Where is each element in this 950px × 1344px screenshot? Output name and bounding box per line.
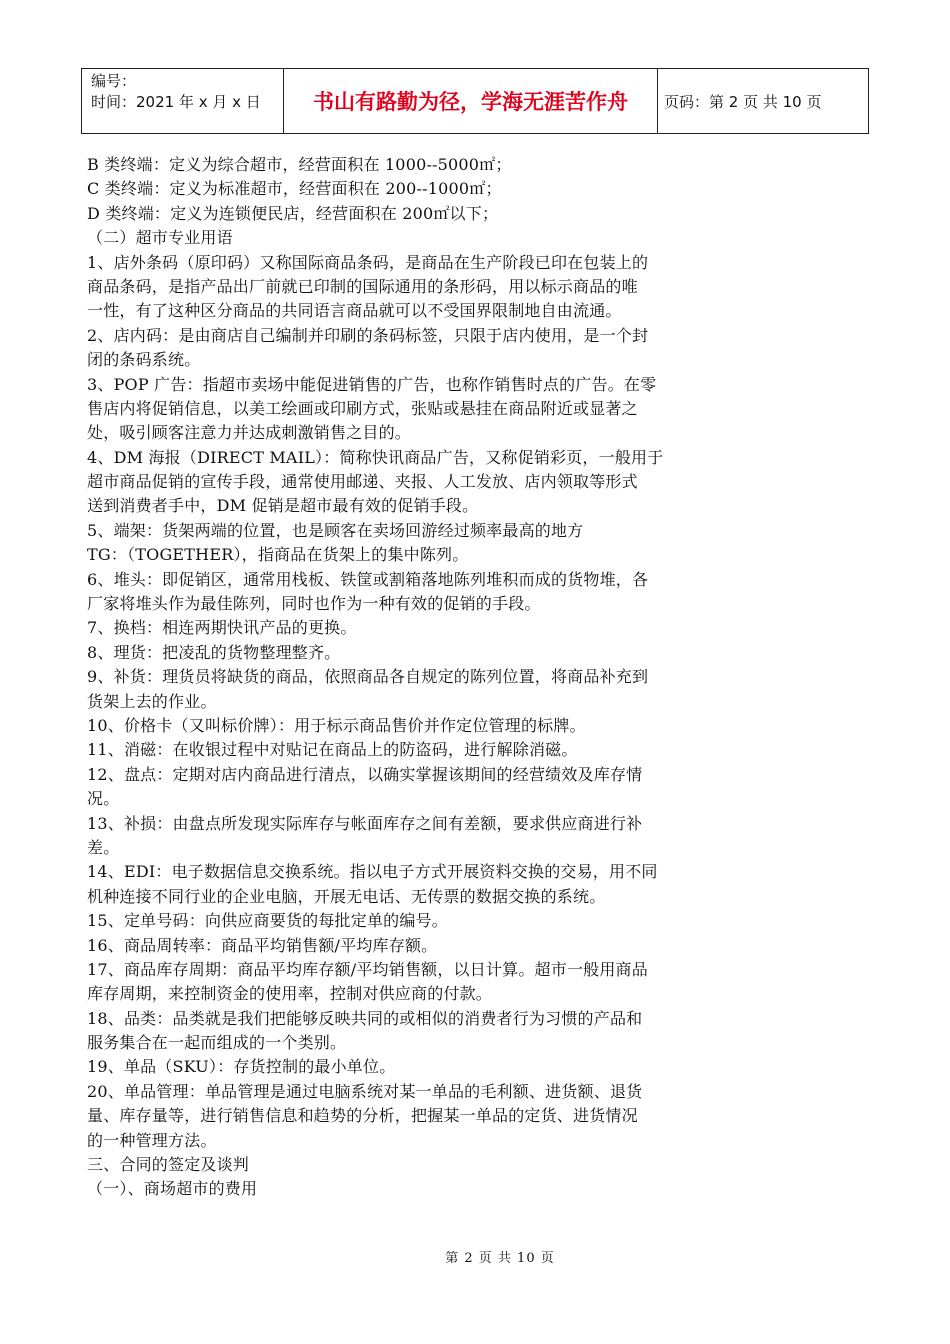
body-text-line: 服务集合在一起而组成的一个类别。: [87, 1033, 347, 1053]
body-text-line: （一）、商场超市的费用: [87, 1179, 258, 1199]
body-text-line: 11、消磁：在收银过程中对贴记在商品上的防盗码，进行解除消磁。: [87, 740, 578, 760]
header-info-cell: [82, 69, 284, 133]
body-text-line: 货架上去的作业。: [87, 691, 217, 711]
body-text-line: 19、单品（SKU）：存货控制的最小单位。: [87, 1057, 396, 1077]
header-table: [81, 68, 869, 134]
body-text-line: 商品条码，是指产品出厂前就已印制的国际通用的条形码，用以标示商品的唯: [87, 276, 638, 296]
body-text-line: C 类终端：定义为标准超市，经营面积在 200--1000㎡；: [87, 179, 502, 199]
body-text-line: 量、库存量等，进行销售信息和趋势的分析，把握某一单品的定货、进货情况: [87, 1106, 638, 1126]
body-text-line: 15、定单号码：向供应商要货的每批定单的编号。: [87, 911, 448, 931]
header-motto: 书山有路勤为径，学海无涯苦作舟: [284, 69, 658, 133]
body-text-line: 超市商品促销的宣传手段，通常使用邮递、夹报、人工发放、店内领取等形式: [87, 472, 638, 492]
body-text-line: 差。: [87, 837, 120, 857]
body-text-line: 7、换档：相连两期快讯产品的更换。: [87, 618, 357, 638]
body-text-line: 厂家将堆头作为最佳陈列，同时也作为一种有效的促销的手段。: [87, 594, 541, 614]
body-text-line: 三、合同的签定及谈判: [87, 1155, 250, 1175]
body-text-line: 12、盘点：定期对店内商品进行清点，以确实掌握该期间的经营绩效及库存情: [87, 764, 643, 784]
body-text-line: 18、品类：品类就是我们把能够反映共同的或相似的消费者行为习惯的产品和: [87, 1008, 643, 1028]
body-text-line: 售店内将促销信息，以美工绘画或印刷方式，张贴或悬挂在商品附近或显著之: [87, 398, 638, 418]
body-text-line: 20、单品管理：单品管理是通过电脑系统对某一单品的毛利额、进货额、退货: [87, 1081, 643, 1101]
document-number-label: 编号：: [91, 72, 137, 90]
body-text-line: D 类终端：定义为连锁便民店，经营面积在 200㎡以下；: [87, 203, 499, 223]
body-text-line: 况。: [87, 789, 120, 809]
body-text-line: 2、店内码：是由商店自己编制并印刷的条码标签，只限于店内使用，是一个封: [87, 325, 649, 345]
body-text-line: 16、商品周转率：商品平均销售额/平均库存额。: [87, 935, 438, 955]
body-text-line: 一性，有了这种区分商品的共同语言商品就可以不受国界限制地自由流通。: [87, 301, 622, 321]
body-text-line: 9、补货：理货员将缺货的商品，依照商品各自规定的陈列位置，将商品补充到: [87, 667, 649, 687]
body-text-line: 8、理货：把凌乱的货物整理整齐。: [87, 642, 341, 662]
body-text-line: 14、EDI：电子数据信息交换系统。指以电子方式开展资料交换的交易，用不同: [87, 862, 658, 882]
body-text-line: TG：（TOGETHER），指商品在货架上的集中陈列。: [87, 545, 469, 565]
body-text-line: （二）超市专业用语: [87, 228, 233, 248]
body-text-line: 17、商品库存周期：商品平均库存额/平均销售额，以日计算。超市一般用商品: [87, 959, 648, 979]
body-text-line: 10、价格卡（又叫标价牌）：用于标示商品售价并作定位管理的标牌。: [87, 715, 586, 735]
page-footer: 第 2 页 共 10 页: [445, 1251, 555, 1266]
body-text-line: B 类终端：定义为综合超市，经营面积在 1000--5000㎡；: [87, 155, 512, 174]
document-body: [87, 153, 767, 1202]
body-text-line: 3、POP 广告：指超市卖场中能促进销售的广告，也称作销售时点的广告。在零: [87, 374, 657, 394]
body-text-line: 1、店外条码（原印码）又称国际商品条码，是商品在生产阶段已印在包装上的: [87, 252, 649, 272]
body-text-line: 库存周期，来控制资金的使用率，控制对供应商的付款。: [87, 984, 493, 1004]
document-date-label: 时间：2021 年 x 月 x 日: [91, 93, 261, 111]
body-text-line: 闭的条码系统。: [87, 350, 201, 370]
body-text-line: 的一种管理方法。: [87, 1130, 217, 1150]
header-page-info: 页码：第 2 页 共 10 页: [664, 92, 822, 111]
body-text-line: 机种连接不同行业的企业电脑，开展无电话、无传票的数据交换的系统。: [87, 886, 606, 906]
body-text-line: 送到消费者手中，DM 促销是超市最有效的促销手段。: [87, 496, 479, 516]
body-text-line: 处，吸引顾客注意力并达成刺激销售之目的。: [87, 423, 412, 443]
body-text-line: 5、端架：货架两端的位置，也是顾客在卖场回游经过频率最高的地方: [87, 520, 584, 540]
body-text-line: 6、堆头：即促销区，通常用栈板、铁筐或割箱落地陈列堆积而成的货物堆，各: [87, 569, 649, 589]
body-text-line: 4、DM 海报（DIRECT MAIL）：简称快讯商品广告，又称促销彩页，一般用于: [87, 447, 664, 467]
body-text-line: 13、补损：由盘点所发现实际库存与帐面库存之间有差额，要求供应商进行补: [87, 813, 643, 833]
